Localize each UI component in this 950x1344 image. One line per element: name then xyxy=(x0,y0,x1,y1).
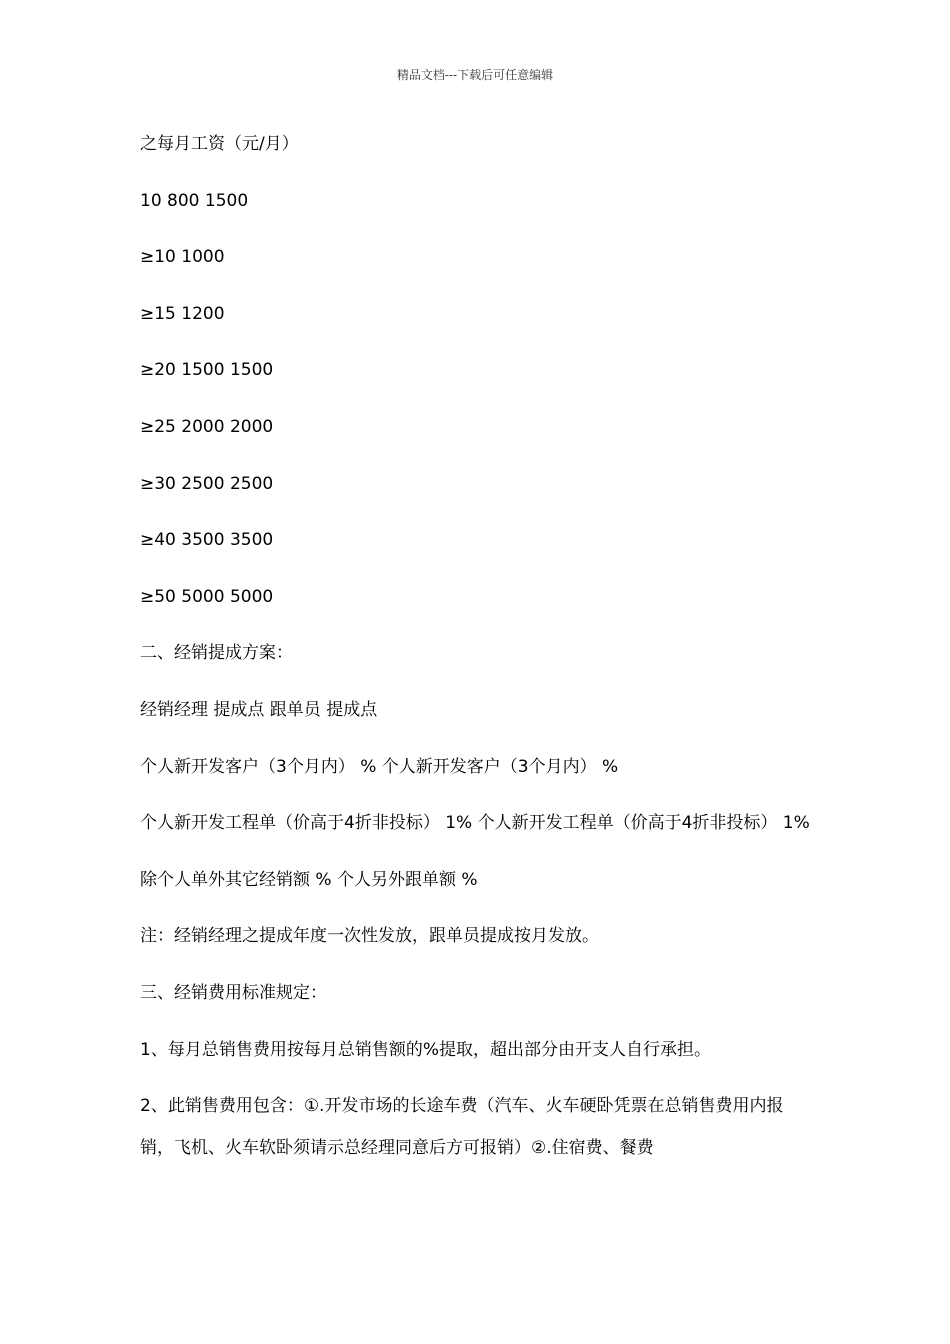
paragraph-commission-project: 个人新开发工程单（价高于4折非投标） 1% 个人新开发工程单（价高于4折非投标） 1% xyxy=(140,813,810,834)
paragraph-expense-rule-2: 2、此销售费用包含：①.开发市场的长途车费（汽车、火车硬卧凭票在总销售费用内报销，飞机、火车软卧须请示总经理同意后方可报销）②.住宿费、餐费 xyxy=(140,1096,784,1159)
paragraph-salary-row-2: ≥10 1000 xyxy=(140,247,225,268)
document-body xyxy=(140,123,815,1184)
paragraph-commission-new-client: 个人新开发客户（3个月内） % 个人新开发客户（3个月内） % xyxy=(140,756,619,777)
section-heading-commission: 二、经销提成方案： xyxy=(140,643,293,664)
paragraph-salary-row-1: 10 800 1500 xyxy=(140,190,249,211)
paragraph-commission-note: 注：经销经理之提成年度一次性发放，跟单员提成按月发放。 xyxy=(140,926,599,947)
paragraph-salary-row-5: ≥25 2000 2000 xyxy=(140,416,274,437)
page-header: 精品文档---下载后可任意编辑 xyxy=(396,68,554,82)
paragraph-salary-title: 之每月工资（元/月） xyxy=(140,134,299,154)
paragraph-salary-row-6: ≥30 2500 2500 xyxy=(140,473,274,494)
paragraph-salary-row-4: ≥20 1500 1500 xyxy=(140,360,274,381)
paragraph-expense-rule-1: 1、每月总销售费用按每月总销售额的%提取，超出部分由开支人自行承担。 xyxy=(140,1039,711,1060)
paragraph-salary-row-7: ≥40 3500 3500 xyxy=(140,530,274,551)
paragraph-salary-row-3: ≥15 1200 xyxy=(140,303,225,324)
paragraph-salary-row-8: ≥50 5000 5000 xyxy=(140,586,274,607)
paragraph-commission-header: 经销经理 提成点 跟单员 提成点 xyxy=(140,699,378,720)
paragraph-commission-other: 除个人单外其它经销额 % 个人另外跟单额 % xyxy=(140,869,478,890)
section-heading-expenses: 三、经销费用标准规定： xyxy=(140,982,327,1003)
